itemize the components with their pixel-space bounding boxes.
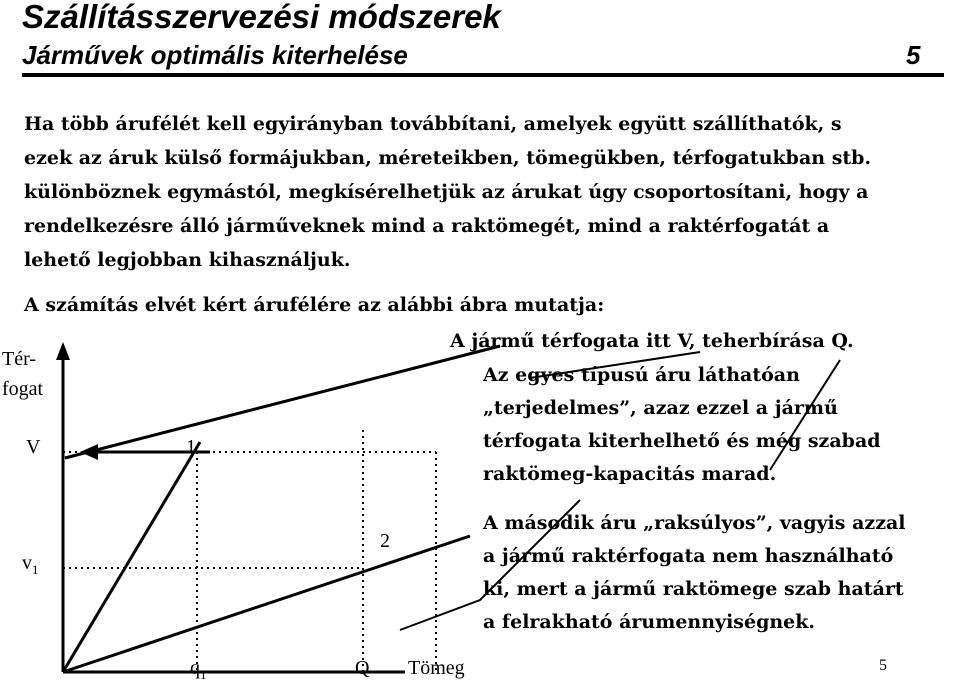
note1-line-1: Az egyes típusú áru láthatóan	[483, 364, 800, 386]
tick-V: V	[26, 436, 41, 458]
tick-v1-sub: 1	[32, 562, 39, 577]
footer-page-number: 5	[879, 657, 887, 674]
note2-line-1: A második áru „raksúlyos”, vagyis azzal	[483, 512, 906, 534]
intro-line-3: különböznek egymástól, megkísérelhetjük az árukat úgy csoportosítani, hogy a	[24, 181, 869, 203]
tick-Q: Q	[355, 657, 370, 679]
slide-subtitle: Járművek optimális kiterhelése	[22, 40, 408, 70]
pointer-line-upper	[65, 346, 500, 458]
tick-v1	[22, 552, 39, 578]
pointer-to-V-arrowhead	[80, 444, 98, 460]
y-axis-arrow	[56, 342, 70, 360]
figure-intro: A számítás elvét kért árufélére az alábbi ábra mutatja:	[24, 294, 605, 316]
vehicle-note: A jármű térfogata itt V, teherbírása Q.	[450, 330, 854, 352]
line-1-label: 1	[186, 436, 196, 458]
y-axis-label-line2: fogat	[2, 378, 44, 400]
intro-line-4: rendelkezésre álló járműveknek mind a raktömegét, mind a raktérfogatát a	[24, 215, 830, 237]
note2-line-2: a jármű raktérfogata nem használható	[483, 545, 894, 567]
tick-q1-base: q	[190, 657, 200, 679]
tick-q1	[190, 657, 207, 683]
note2-line-3: ki, mert a jármű raktömege szab határt	[483, 578, 904, 600]
intro-line-1: Ha több árufélét kell egyirányban továbbítani, amelyek együtt szállíthatók, s	[24, 113, 842, 135]
slide-title: Szállításszervezési módszerek	[22, 0, 501, 35]
intro-line-5: lehető legjobban kihasználjuk.	[24, 249, 351, 271]
line-2-label: 2	[380, 530, 390, 552]
slide-number-header: 5	[906, 40, 921, 70]
x-axis-label: Tömeg	[408, 657, 465, 679]
tick-v1-base: v	[22, 552, 32, 574]
line-1-bulky	[63, 442, 200, 672]
line-2-heavy	[63, 536, 470, 672]
note1-line-3: térfogata kiterhelhető és még szabad	[483, 430, 881, 452]
y-axis-label-line1: Tér-	[2, 348, 37, 370]
note1-line-2: „terjedelmes”, azaz ezzel a jármű	[483, 397, 838, 419]
note2-line-4: a felrakható árumennyiségnek.	[483, 611, 816, 633]
note1-line-4: raktömeg-kapacitás marad.	[483, 463, 777, 485]
tick-q1-sub: 1	[200, 667, 207, 682]
intro-line-2: ezek az áruk külső formájukban, méreteikben, tömegükben, térfogatukban stb.	[24, 147, 872, 169]
